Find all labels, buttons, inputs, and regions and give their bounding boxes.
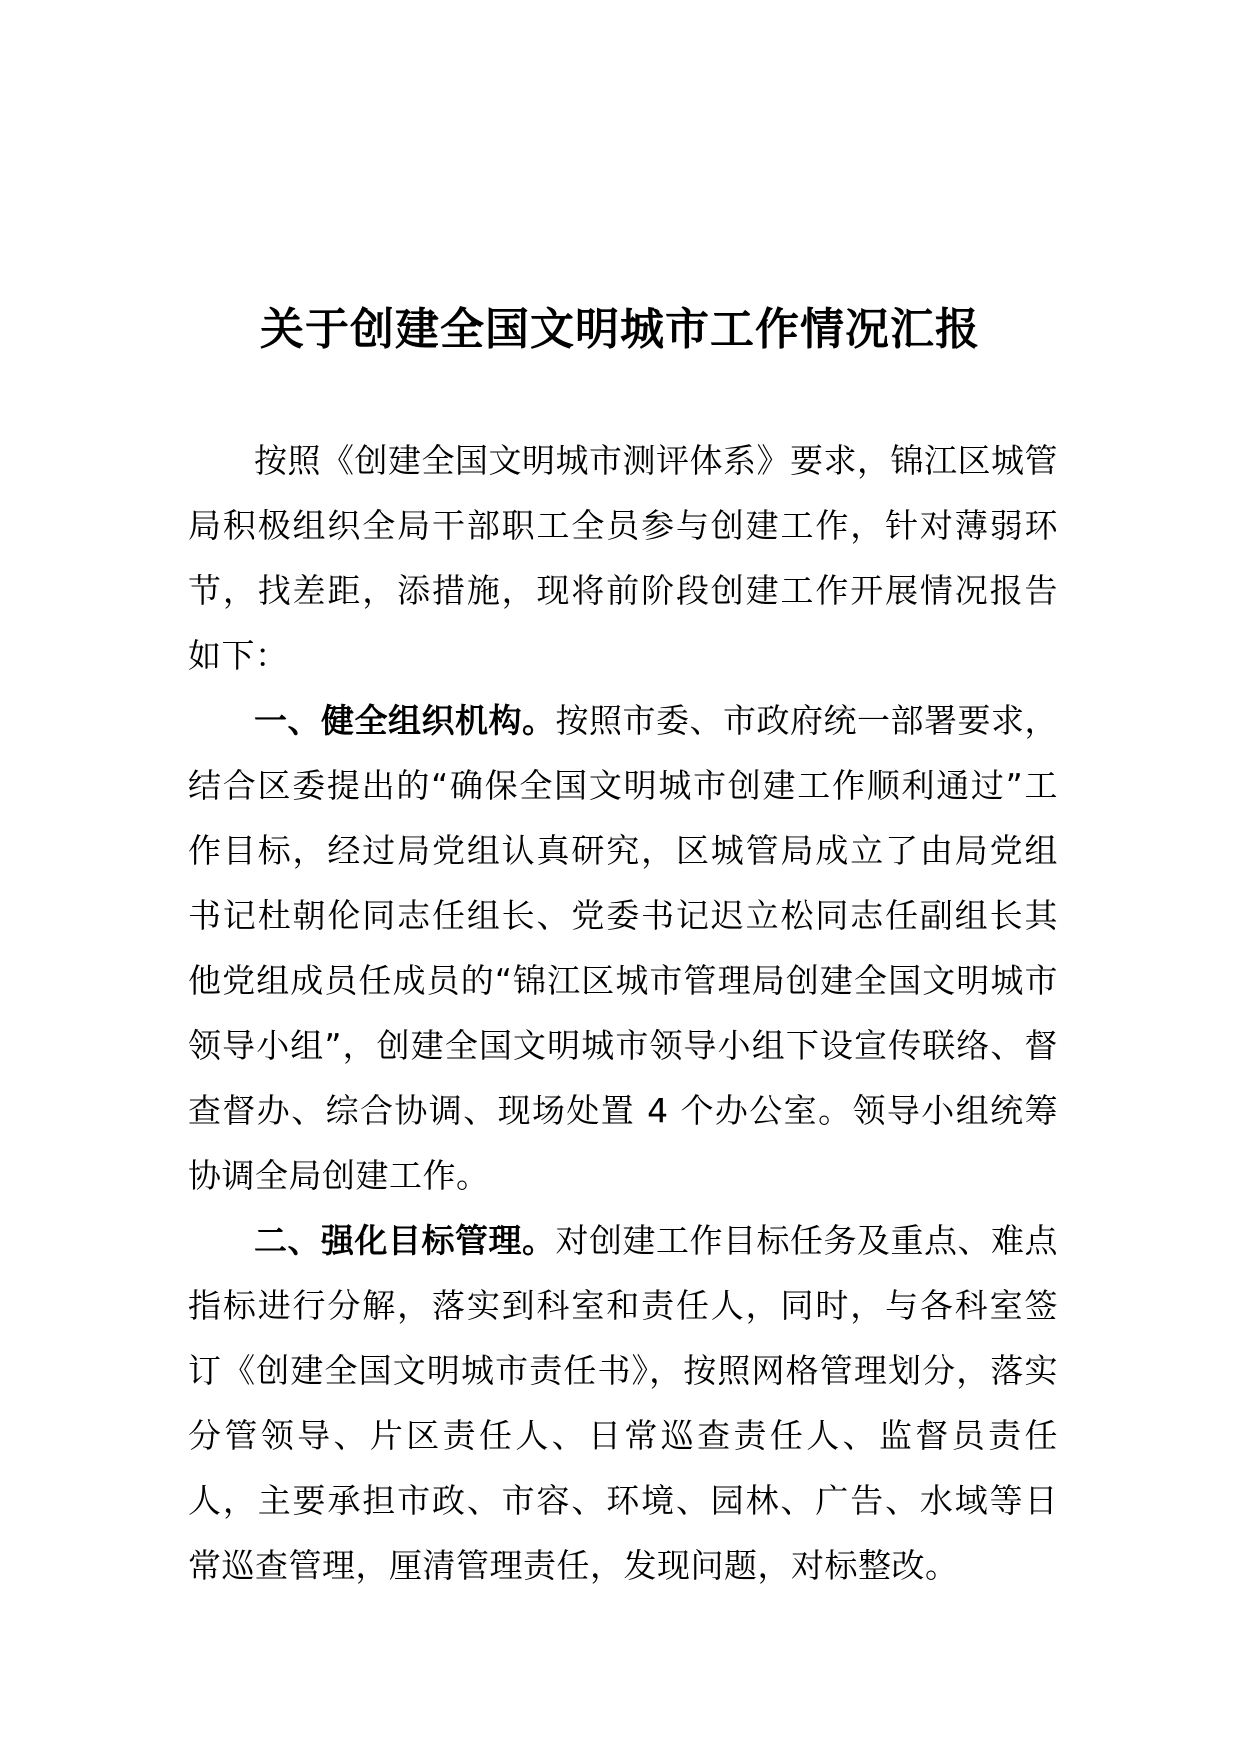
section-2-heading: 二、强化目标管理。 — [254, 1221, 556, 1260]
section-1-text: 按照市委、市政府统一部署要求，结合区委提出的“确保全国文明城市创建工作顺利通过”工作目标，经过局党组认真研究，区城管局成立了由局党组书记杜朝伦同志任组长、党委书记迟立松同志任副组长其他党组成员任成员的“锦江区城市管理局创建全国文明城市领导小组”，创建全国文明城市领导小组下设宣传联络、督查督办、综合协调、现场处置 4 个办公室。领导小组统筹协调全局创建工作。 — [188, 701, 1058, 1195]
document-body — [188, 428, 1058, 1598]
section-1-heading: 一、健全组织机构。 — [254, 701, 556, 740]
section-1-paragraph — [188, 688, 1058, 1208]
section-2-text: 对创建工作目标任务及重点、难点指标进行分解，落实到科室和责任人，同时，与各科室签订《创建全国文明城市责任书》，按照网格管理划分，落实分管领导、片区责任人、日常巡查责任人、监督员责任人，主要承担市政、市容、环境、园林、广告、水域等日常巡查管理，厘清管理责任，发现问题，对标整改。 — [188, 1221, 1058, 1585]
intro-text: 按照《创建全国文明城市测评体系》要求，锦江区城管局积极组织全局干部职工全员参与创建工作，针对薄弱环节，找差距，添措施，现将前阶段创建工作开展情况报告如下： — [188, 441, 1058, 675]
section-2-paragraph — [188, 1208, 1058, 1598]
document-title: 关于创建全国文明城市工作情况汇报 — [260, 304, 980, 355]
intro-paragraph — [188, 428, 1058, 688]
